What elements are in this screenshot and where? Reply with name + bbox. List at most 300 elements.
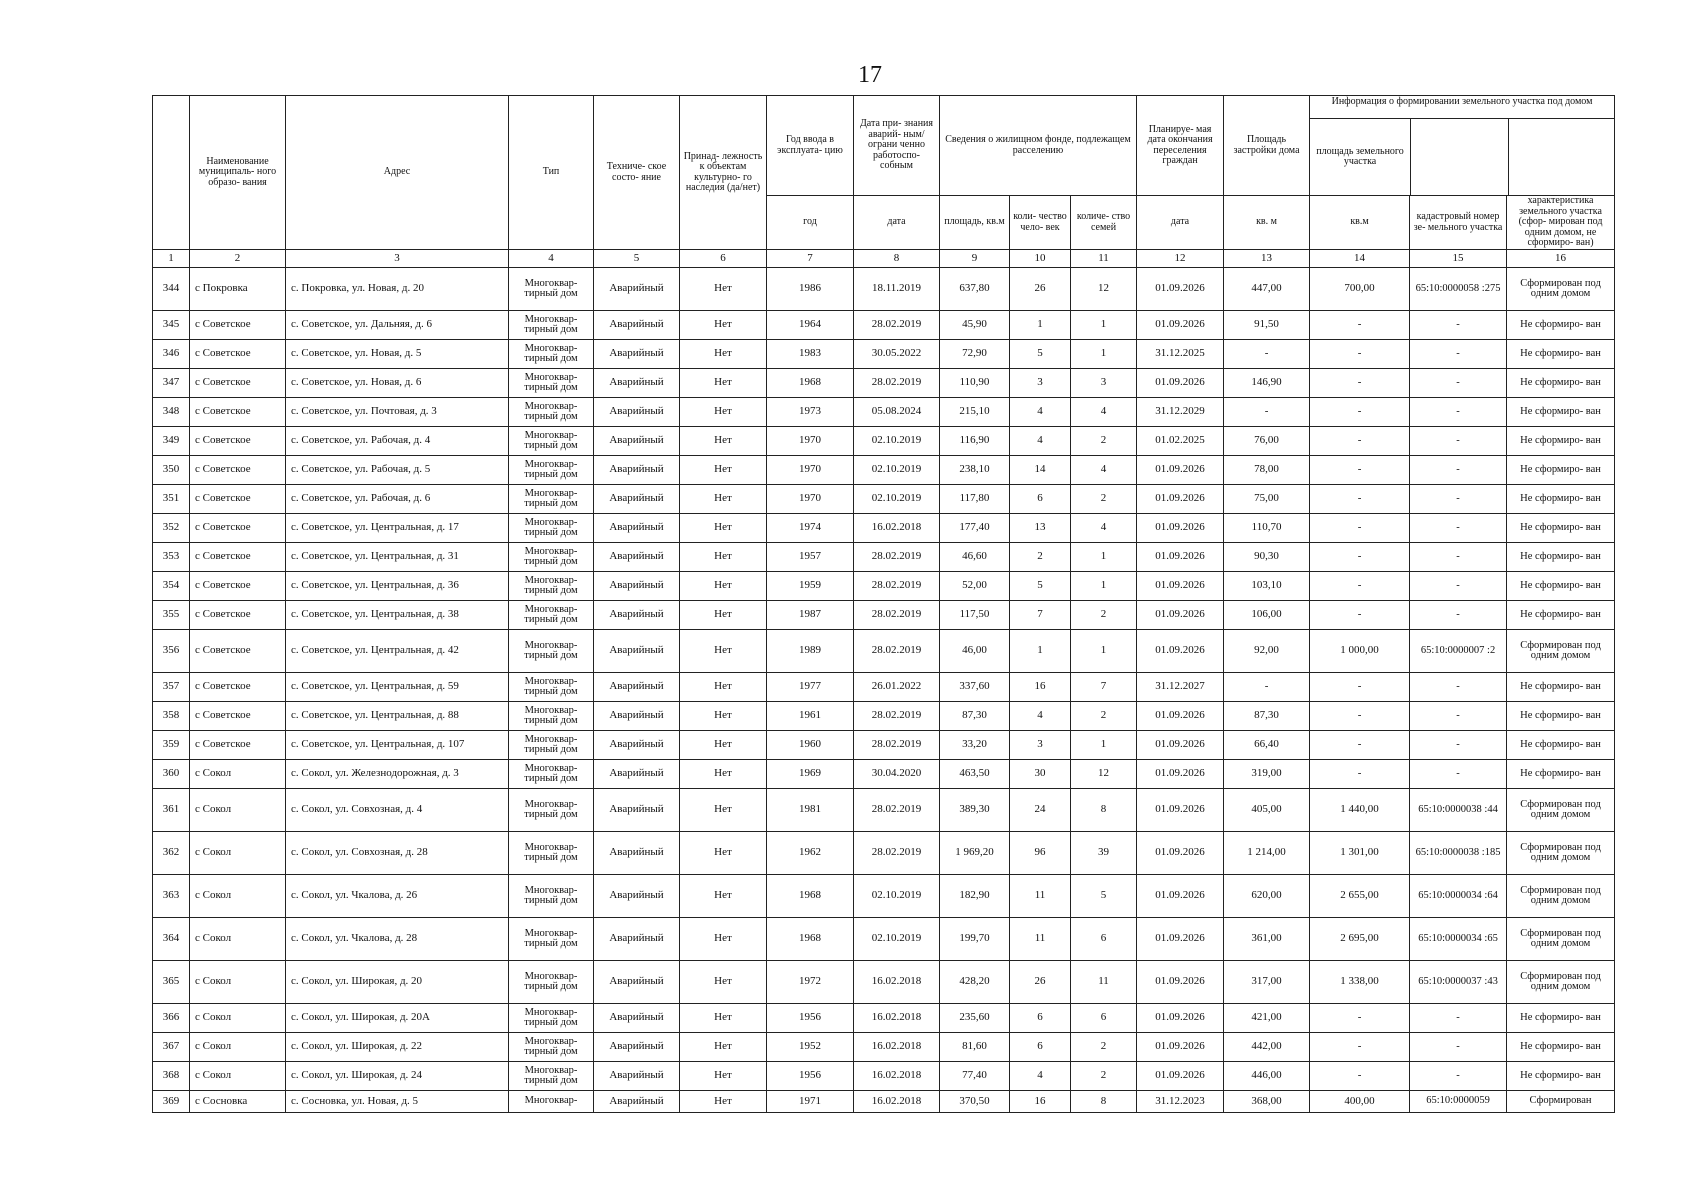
area-cell: 46,60 — [940, 543, 1010, 572]
characteristic-cell: Сформирован под одним домом — [1507, 268, 1615, 311]
families-cell: 1 — [1071, 731, 1137, 760]
address-cell: с. Сокол, ул. Чкалова, д. 28 — [286, 918, 509, 961]
type-cell: Многоквар- тирный дом — [509, 760, 594, 789]
year-cell: 1952 — [767, 1033, 854, 1062]
emergency-date-cell: 28.02.2019 — [854, 832, 940, 875]
type-cell: Многоквар- тирный дом — [509, 673, 594, 702]
state-cell: Аварийный — [594, 918, 680, 961]
row-number: 358 — [153, 702, 190, 731]
type-cell: Многоквар- тирный дом — [509, 543, 594, 572]
row-number: 351 — [153, 485, 190, 514]
cadastral-cell: 65:10:0000038 :44 — [1410, 789, 1507, 832]
heritage-cell: Нет — [680, 369, 767, 398]
relocation-date-cell: 01.09.2026 — [1137, 760, 1224, 789]
state-cell: Аварийный — [594, 760, 680, 789]
land-area-cell: 1 338,00 — [1310, 961, 1410, 1004]
emergency-date-cell: 02.10.2019 — [854, 427, 940, 456]
land-area-cell: - — [1310, 1033, 1410, 1062]
state-cell: Аварийный — [594, 543, 680, 572]
families-cell: 1 — [1071, 340, 1137, 369]
type-cell: Многоквар- тирный дом — [509, 427, 594, 456]
area-cell: 110,90 — [940, 369, 1010, 398]
families-cell: 1 — [1071, 311, 1137, 340]
address-cell: с. Советское, ул. Центральная, д. 42 — [286, 630, 509, 673]
relocation-date-cell: 01.09.2026 — [1137, 514, 1224, 543]
heritage-cell: Нет — [680, 485, 767, 514]
characteristic-cell: Сформирован под одним домом — [1507, 875, 1615, 918]
type-cell: Многоквар- тирный дом — [509, 630, 594, 673]
cadastral-cell: - — [1410, 702, 1507, 731]
address-cell: с. Советское, ул. Центральная, д. 38 — [286, 601, 509, 630]
type-cell: Многоквар- тирный дом — [509, 268, 594, 311]
column-number: 15 — [1410, 250, 1507, 268]
municipality-cell: с Советское — [190, 543, 286, 572]
characteristic-cell: Не сформиро- ван — [1507, 427, 1615, 456]
families-cell: 2 — [1071, 485, 1137, 514]
row-number: 348 — [153, 398, 190, 427]
column-number: 14 — [1310, 250, 1410, 268]
area-cell: 337,60 — [940, 673, 1010, 702]
table-row — [153, 673, 1615, 702]
address-cell: с. Советское, ул. Центральная, д. 107 — [286, 731, 509, 760]
area-cell: 238,10 — [940, 456, 1010, 485]
table-row — [153, 340, 1615, 369]
relocation-date-cell: 01.09.2026 — [1137, 1033, 1224, 1062]
characteristic-cell: Сформирован — [1507, 1091, 1615, 1113]
municipality-cell: с Покровка — [190, 268, 286, 311]
address-cell: с. Советское, ул. Рабочая, д. 6 — [286, 485, 509, 514]
characteristic-cell: Не сформиро- ван — [1507, 340, 1615, 369]
cadastral-cell: - — [1410, 1004, 1507, 1033]
year-cell: 1987 — [767, 601, 854, 630]
cadastral-cell: - — [1410, 427, 1507, 456]
column-numbers-row — [153, 250, 1615, 268]
year-cell: 1956 — [767, 1062, 854, 1091]
families-cell: 7 — [1071, 673, 1137, 702]
heritage-cell: Нет — [680, 875, 767, 918]
families-cell: 12 — [1071, 268, 1137, 311]
characteristic-cell: Не сформиро- ван — [1507, 673, 1615, 702]
emergency-date-cell: 16.02.2018 — [854, 514, 940, 543]
state-cell: Аварийный — [594, 1033, 680, 1062]
heritage-cell: Нет — [680, 601, 767, 630]
municipality-cell: с Советское — [190, 702, 286, 731]
header-building-area: Площадь застройки дома — [1224, 96, 1310, 196]
table-row — [153, 832, 1615, 875]
table-row — [153, 731, 1615, 760]
emergency-date-cell: 28.02.2019 — [854, 630, 940, 673]
area-cell: 77,40 — [940, 1062, 1010, 1091]
land-area-cell: - — [1310, 760, 1410, 789]
state-cell: Аварийный — [594, 961, 680, 1004]
row-number: 354 — [153, 572, 190, 601]
row-number: 346 — [153, 340, 190, 369]
cadastral-cell: - — [1410, 731, 1507, 760]
land-area-cell: - — [1310, 702, 1410, 731]
table-row — [153, 543, 1615, 572]
emergency-date-cell: 28.02.2019 — [854, 702, 940, 731]
header-land-area: площадь земельного участка — [1310, 119, 1411, 195]
municipality-cell: с Сосновка — [190, 1091, 286, 1113]
building-area-cell: 87,30 — [1224, 702, 1310, 731]
people-cell: 16 — [1010, 673, 1071, 702]
building-area-cell: 1 214,00 — [1224, 832, 1310, 875]
people-cell: 4 — [1010, 702, 1071, 731]
municipality-cell: с Советское — [190, 514, 286, 543]
area-cell: 33,20 — [940, 731, 1010, 760]
row-number: 347 — [153, 369, 190, 398]
table-row — [153, 789, 1615, 832]
type-cell: Многоквар- тирный дом — [509, 485, 594, 514]
land-area-cell: 1 301,00 — [1310, 832, 1410, 875]
people-cell: 6 — [1010, 1004, 1071, 1033]
families-cell: 12 — [1071, 760, 1137, 789]
state-cell: Аварийный — [594, 1091, 680, 1113]
area-cell: 389,30 — [940, 789, 1010, 832]
column-number: 7 — [767, 250, 854, 268]
characteristic-cell: Не сформиро- ван — [1507, 760, 1615, 789]
column-number: 2 — [190, 250, 286, 268]
families-cell: 4 — [1071, 398, 1137, 427]
address-cell: с. Советское, ул. Рабочая, д. 5 — [286, 456, 509, 485]
relocation-date-cell: 01.09.2026 — [1137, 961, 1224, 1004]
relocation-date-cell: 01.09.2026 — [1137, 543, 1224, 572]
families-cell: 2 — [1071, 427, 1137, 456]
table-row — [153, 918, 1615, 961]
year-cell: 1961 — [767, 702, 854, 731]
land-area-cell: - — [1310, 572, 1410, 601]
area-cell: 117,50 — [940, 601, 1010, 630]
row-number: 344 — [153, 268, 190, 311]
building-area-cell: 66,40 — [1224, 731, 1310, 760]
state-cell: Аварийный — [594, 311, 680, 340]
relocation-date-cell: 31.12.2023 — [1137, 1091, 1224, 1113]
header-build-sub: кв. м — [1224, 196, 1310, 250]
heritage-cell: Нет — [680, 514, 767, 543]
municipality-cell: с Сокол — [190, 1004, 286, 1033]
state-cell: Аварийный — [594, 731, 680, 760]
cadastral-cell: 65:10:0000059 — [1410, 1091, 1507, 1113]
column-number: 4 — [509, 250, 594, 268]
emergency-date-cell: 16.02.2018 — [854, 961, 940, 1004]
relocation-date-cell: 01.09.2026 — [1137, 311, 1224, 340]
state-cell: Аварийный — [594, 456, 680, 485]
area-cell: 428,20 — [940, 961, 1010, 1004]
heritage-cell: Нет — [680, 673, 767, 702]
relocation-date-cell: 01.09.2026 — [1137, 918, 1224, 961]
table-row — [153, 1062, 1615, 1091]
state-cell: Аварийный — [594, 268, 680, 311]
header-commissioning-year: Год ввода в эксплуата- цию — [767, 96, 854, 196]
row-number: 350 — [153, 456, 190, 485]
cadastral-cell: 65:10:0000058 :275 — [1410, 268, 1507, 311]
cadastral-cell: 65:10:0000038 :185 — [1410, 832, 1507, 875]
characteristic-cell: Не сформиро- ван — [1507, 572, 1615, 601]
emergency-date-cell: 28.02.2019 — [854, 572, 940, 601]
relocation-date-cell: 01.09.2026 — [1137, 601, 1224, 630]
heritage-cell: Нет — [680, 731, 767, 760]
heritage-cell: Нет — [680, 760, 767, 789]
row-number: 357 — [153, 673, 190, 702]
table-row — [153, 1004, 1615, 1033]
year-cell: 1962 — [767, 832, 854, 875]
table-row — [153, 311, 1615, 340]
table-row — [153, 369, 1615, 398]
municipality-cell: с Сокол — [190, 875, 286, 918]
people-cell: 1 — [1010, 630, 1071, 673]
type-cell: Многоквар- тирный дом — [509, 340, 594, 369]
municipality-cell: с Советское — [190, 369, 286, 398]
state-cell: Аварийный — [594, 875, 680, 918]
land-area-cell: - — [1310, 456, 1410, 485]
address-cell: с. Советское, ул. Центральная, д. 59 — [286, 673, 509, 702]
municipality-cell: с Советское — [190, 311, 286, 340]
column-number: 9 — [940, 250, 1010, 268]
building-area-cell: 447,00 — [1224, 268, 1310, 311]
year-cell: 1973 — [767, 398, 854, 427]
land-area-cell: - — [1310, 427, 1410, 456]
building-area-cell: - — [1224, 673, 1310, 702]
cadastral-cell: - — [1410, 543, 1507, 572]
heritage-cell: Нет — [680, 1091, 767, 1113]
table-row — [153, 702, 1615, 731]
state-cell: Аварийный — [594, 630, 680, 673]
land-area-cell: - — [1310, 369, 1410, 398]
table-row — [153, 398, 1615, 427]
cadastral-cell: - — [1410, 456, 1507, 485]
table-row — [153, 427, 1615, 456]
relocation-date-cell: 01.09.2026 — [1137, 630, 1224, 673]
header-year-sub: год — [767, 196, 854, 250]
relocation-date-cell: 01.09.2026 — [1137, 789, 1224, 832]
land-area-cell: - — [1310, 673, 1410, 702]
heritage-cell: Нет — [680, 1004, 767, 1033]
year-cell: 1977 — [767, 673, 854, 702]
municipality-cell: с Советское — [190, 630, 286, 673]
state-cell: Аварийный — [594, 340, 680, 369]
building-area-cell: 368,00 — [1224, 1091, 1310, 1113]
table-row — [153, 268, 1615, 311]
table-row — [153, 760, 1615, 789]
year-cell: 1986 — [767, 268, 854, 311]
state-cell: Аварийный — [594, 601, 680, 630]
row-number: 361 — [153, 789, 190, 832]
heritage-cell: Нет — [680, 311, 767, 340]
address-cell: с. Советское, ул. Почтовая, д. 3 — [286, 398, 509, 427]
characteristic-cell: Не сформиро- ван — [1507, 1004, 1615, 1033]
land-area-cell: - — [1310, 731, 1410, 760]
people-cell: 30 — [1010, 760, 1071, 789]
building-area-cell: 317,00 — [1224, 961, 1310, 1004]
building-area-cell: 103,10 — [1224, 572, 1310, 601]
year-cell: 1983 — [767, 340, 854, 369]
year-cell: 1972 — [767, 961, 854, 1004]
type-cell: Многоквар- тирный дом — [509, 601, 594, 630]
year-cell: 1969 — [767, 760, 854, 789]
heritage-cell: Нет — [680, 398, 767, 427]
people-cell: 3 — [1010, 731, 1071, 760]
year-cell: 1970 — [767, 485, 854, 514]
address-cell: с. Сокол, ул. Чкалова, д. 26 — [286, 875, 509, 918]
year-cell: 1959 — [767, 572, 854, 601]
state-cell: Аварийный — [594, 572, 680, 601]
relocation-date-cell: 01.02.2025 — [1137, 427, 1224, 456]
year-cell: 1970 — [767, 427, 854, 456]
land-area-cell: 2 695,00 — [1310, 918, 1410, 961]
families-cell: 1 — [1071, 543, 1137, 572]
column-number: 13 — [1224, 250, 1310, 268]
header-type: Тип — [509, 96, 594, 250]
people-cell: 5 — [1010, 572, 1071, 601]
people-cell: 96 — [1010, 832, 1071, 875]
header-heritage: Принад- лежность к объектам культурно- го наследия (да/нет) — [680, 96, 767, 250]
emergency-date-cell: 28.02.2019 — [854, 789, 940, 832]
emergency-date-cell: 28.02.2019 — [854, 731, 940, 760]
year-cell: 1981 — [767, 789, 854, 832]
emergency-date-cell: 18.11.2019 — [854, 268, 940, 311]
header-address: Адрес — [286, 96, 509, 250]
municipality-cell: с Сокол — [190, 961, 286, 1004]
row-number: 352 — [153, 514, 190, 543]
families-cell: 8 — [1071, 789, 1137, 832]
municipality-cell: с Советское — [190, 427, 286, 456]
row-number: 355 — [153, 601, 190, 630]
year-cell: 1974 — [767, 514, 854, 543]
emergency-date-cell: 30.04.2020 — [854, 760, 940, 789]
type-cell: Многоквар- тирный дом — [509, 832, 594, 875]
area-cell: 117,80 — [940, 485, 1010, 514]
relocation-date-cell: 01.09.2026 — [1137, 832, 1224, 875]
building-area-cell: 92,00 — [1224, 630, 1310, 673]
people-cell: 24 — [1010, 789, 1071, 832]
header-people: коли- чество чело- век — [1010, 196, 1071, 250]
building-area-cell: 78,00 — [1224, 456, 1310, 485]
year-cell: 1968 — [767, 369, 854, 398]
relocation-date-cell: 31.12.2027 — [1137, 673, 1224, 702]
families-cell: 6 — [1071, 1004, 1137, 1033]
heritage-cell: Нет — [680, 572, 767, 601]
emergency-date-cell: 30.05.2022 — [854, 340, 940, 369]
row-number: 368 — [153, 1062, 190, 1091]
area-cell: 215,10 — [940, 398, 1010, 427]
area-cell: 235,60 — [940, 1004, 1010, 1033]
header-families: количе- ство семей — [1071, 196, 1137, 250]
table-row — [153, 485, 1615, 514]
year-cell: 1960 — [767, 731, 854, 760]
people-cell: 14 — [1010, 456, 1071, 485]
cadastral-cell: - — [1410, 340, 1507, 369]
table-row — [153, 1033, 1615, 1062]
type-cell: Многоквар- тирный дом — [509, 514, 594, 543]
state-cell: Аварийный — [594, 702, 680, 731]
address-cell: с. Советское, ул. Рабочая, д. 4 — [286, 427, 509, 456]
families-cell: 6 — [1071, 918, 1137, 961]
year-cell: 1968 — [767, 918, 854, 961]
header-date-sub: дата — [854, 196, 940, 250]
building-area-cell: 146,90 — [1224, 369, 1310, 398]
people-cell: 6 — [1010, 1033, 1071, 1062]
cadastral-cell: - — [1410, 1033, 1507, 1062]
relocation-date-cell: 31.12.2029 — [1137, 398, 1224, 427]
type-cell: Многоквар- тирный дом — [509, 875, 594, 918]
header-cadastral: кадастровый номер зе- мельного участка — [1410, 196, 1507, 250]
relocation-date-cell: 01.09.2026 — [1137, 731, 1224, 760]
header-land-group: Информация о формировании земельного участка под домом — [1310, 96, 1614, 119]
characteristic-cell: Сформирован под одним домом — [1507, 789, 1615, 832]
state-cell: Аварийный — [594, 514, 680, 543]
people-cell: 3 — [1010, 369, 1071, 398]
heritage-cell: Нет — [680, 789, 767, 832]
column-number: 8 — [854, 250, 940, 268]
people-cell: 13 — [1010, 514, 1071, 543]
heritage-cell: Нет — [680, 832, 767, 875]
municipality-cell: с Советское — [190, 485, 286, 514]
type-cell: Многоквар- тирный дом — [509, 456, 594, 485]
year-cell: 1989 — [767, 630, 854, 673]
header-characteristic: характеристика земельного участка (сфор- мирован под одним домом, не сформиро- ван) — [1507, 196, 1615, 250]
emergency-date-cell: 05.08.2024 — [854, 398, 940, 427]
cadastral-cell: 65:10:0000007 :2 — [1410, 630, 1507, 673]
area-cell: 370,50 — [940, 1091, 1010, 1113]
building-area-cell: 110,70 — [1224, 514, 1310, 543]
building-area-cell: - — [1224, 398, 1310, 427]
heritage-cell: Нет — [680, 1062, 767, 1091]
building-area-cell: 361,00 — [1224, 918, 1310, 961]
emergency-date-cell: 28.02.2019 — [854, 369, 940, 398]
emergency-date-cell: 02.10.2019 — [854, 485, 940, 514]
address-cell: с. Сокол, ул. Совхозная, д. 28 — [286, 832, 509, 875]
area-cell: 177,40 — [940, 514, 1010, 543]
header-land-group-cell — [1310, 96, 1615, 196]
heritage-cell: Нет — [680, 427, 767, 456]
building-area-cell: 76,00 — [1224, 427, 1310, 456]
building-area-cell: - — [1224, 340, 1310, 369]
heritage-cell: Нет — [680, 456, 767, 485]
heritage-cell: Нет — [680, 543, 767, 572]
row-number: 359 — [153, 731, 190, 760]
emergency-date-cell: 28.02.2019 — [854, 601, 940, 630]
column-number: 1 — [153, 250, 190, 268]
people-cell: 16 — [1010, 1091, 1071, 1113]
emergency-date-cell: 28.02.2019 — [854, 311, 940, 340]
address-cell: с. Сокол, ул. Широкая, д. 20А — [286, 1004, 509, 1033]
type-cell: Многоквар- тирный дом — [509, 961, 594, 1004]
land-area-cell: 1 000,00 — [1310, 630, 1410, 673]
header-emergency-date: Дата при- знания аварий- ным/ограни ченно работоспо- собным — [854, 96, 940, 196]
type-cell: Многоквар- тирный дом — [509, 918, 594, 961]
housing-table — [152, 95, 1615, 1113]
people-cell: 2 — [1010, 543, 1071, 572]
row-number: 362 — [153, 832, 190, 875]
families-cell: 4 — [1071, 514, 1137, 543]
building-area-cell: 442,00 — [1224, 1033, 1310, 1062]
state-cell: Аварийный — [594, 1062, 680, 1091]
header-municipality: Наименование муниципаль- ного образо- вания — [190, 96, 286, 250]
people-cell: 5 — [1010, 340, 1071, 369]
land-area-cell: - — [1310, 543, 1410, 572]
relocation-date-cell: 01.09.2026 — [1137, 485, 1224, 514]
characteristic-cell: Не сформиро- ван — [1507, 702, 1615, 731]
emergency-date-cell: 02.10.2019 — [854, 918, 940, 961]
table-row — [153, 875, 1615, 918]
characteristic-cell: Сформирован под одним домом — [1507, 630, 1615, 673]
cadastral-cell: 65:10:0000034 :64 — [1410, 875, 1507, 918]
land-area-cell: 700,00 — [1310, 268, 1410, 311]
heritage-cell: Нет — [680, 918, 767, 961]
land-area-cell: - — [1310, 1004, 1410, 1033]
heritage-cell: Нет — [680, 702, 767, 731]
land-area-cell: - — [1310, 340, 1410, 369]
